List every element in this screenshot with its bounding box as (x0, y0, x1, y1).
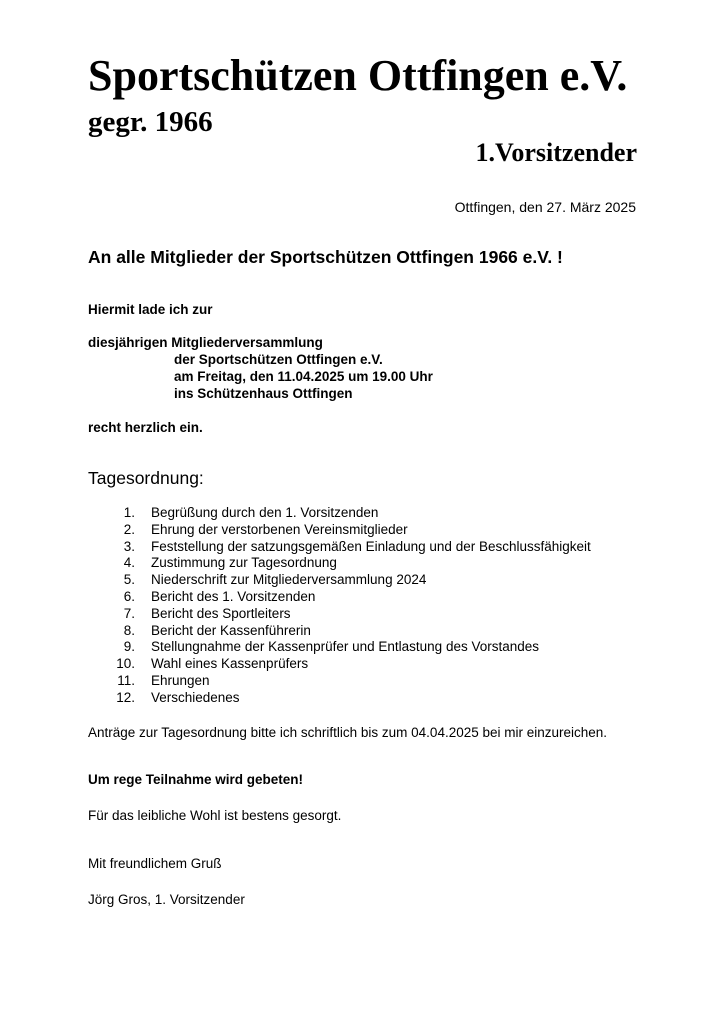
agenda-item-text: Niederschrift zur Mitgliederversammlung 2024 (151, 572, 427, 588)
agenda-item-text: Begrüßung durch den 1. Vorsitzenden (151, 505, 379, 520)
agenda-title: Tagesordnung: (88, 468, 204, 488)
agenda-item-text: Ehrung der verstorbenen Vereinsmitglieder (151, 521, 408, 537)
signature-line: Jörg Gros, 1. Vorsitzender (88, 892, 245, 907)
organization-name: Sportschützen Ottfingen e.V. (88, 51, 628, 100)
invitation-line-club: der Sportschützen Ottfingen e.V. (174, 352, 383, 367)
motions-note: Anträge zur Tagesordnung bitte ich schriftlich bis zum 04.04.2025 bei mir einzureichen. (88, 725, 608, 740)
invitation-line-meeting: diesjährigen Mitgliederversammlung (88, 335, 323, 350)
agenda-item-text: Feststellung der satzungsgemäßen Einladung und der Beschlussfähigkeit (151, 538, 591, 554)
invitation-block (88, 334, 433, 402)
agenda-item-text: Zustimmung zur Tagesordnung (151, 555, 337, 571)
agenda-item-number: 10. (116, 656, 135, 672)
agenda-item-text: Ehrungen (151, 672, 210, 688)
sender-role: 1.Vorsitzender (475, 138, 637, 167)
agenda-item-number: 9. (123, 639, 135, 655)
agenda-item-text: Verschiedenes (151, 689, 240, 705)
invitation-line-location: ins Schützenhaus Ottfingen (174, 386, 353, 401)
invitation-line-datetime: am Freitag, den 11.04.2025 um 19.00 Uhr (174, 369, 433, 384)
agenda-item-text: Bericht des 1. Vorsitzenden (151, 588, 316, 604)
food-note: Für das leibliche Wohl ist bestens gesorgt. (88, 808, 342, 823)
agenda-item-text: Bericht des Sportleiters (151, 605, 291, 621)
agenda-item-number: 4. (123, 555, 135, 571)
agenda-item-number: 7. (123, 605, 135, 621)
agenda-item-text: Stellungnahme der Kassenprüfer und Entlastung des Vorstandes (151, 639, 540, 655)
agenda-item-number: 11. (117, 672, 135, 688)
invite-closing: recht herzlich ein. (88, 420, 203, 435)
agenda-item-number: 12. (116, 689, 135, 705)
agenda-item-text: Bericht der Kassenführerin (151, 622, 311, 638)
agenda-item-number: 1. (123, 505, 135, 520)
closing-regards: Mit freundlichem Gruß (88, 856, 222, 871)
participation-note: Um rege Teilnahme wird gebeten! (88, 772, 304, 787)
agenda-item-text: Wahl eines Kassenprüfers (151, 656, 309, 672)
agenda-item-number: 2. (123, 521, 135, 537)
agenda-item-number: 3. (123, 538, 135, 554)
founding-year: gegr. 1966 (88, 106, 213, 138)
intro-text: Hiermit lade ich zur (88, 302, 213, 317)
date-line: Ottfingen, den 27. März 2025 (454, 199, 636, 215)
greeting-heading: An alle Mitglieder der Sportschützen Ottfingen 1966 e.V. ! (88, 247, 563, 267)
agenda-item-number: 6. (123, 588, 135, 604)
agenda-item-number: 5. (123, 572, 135, 588)
agenda-item-number: 8. (123, 622, 135, 638)
